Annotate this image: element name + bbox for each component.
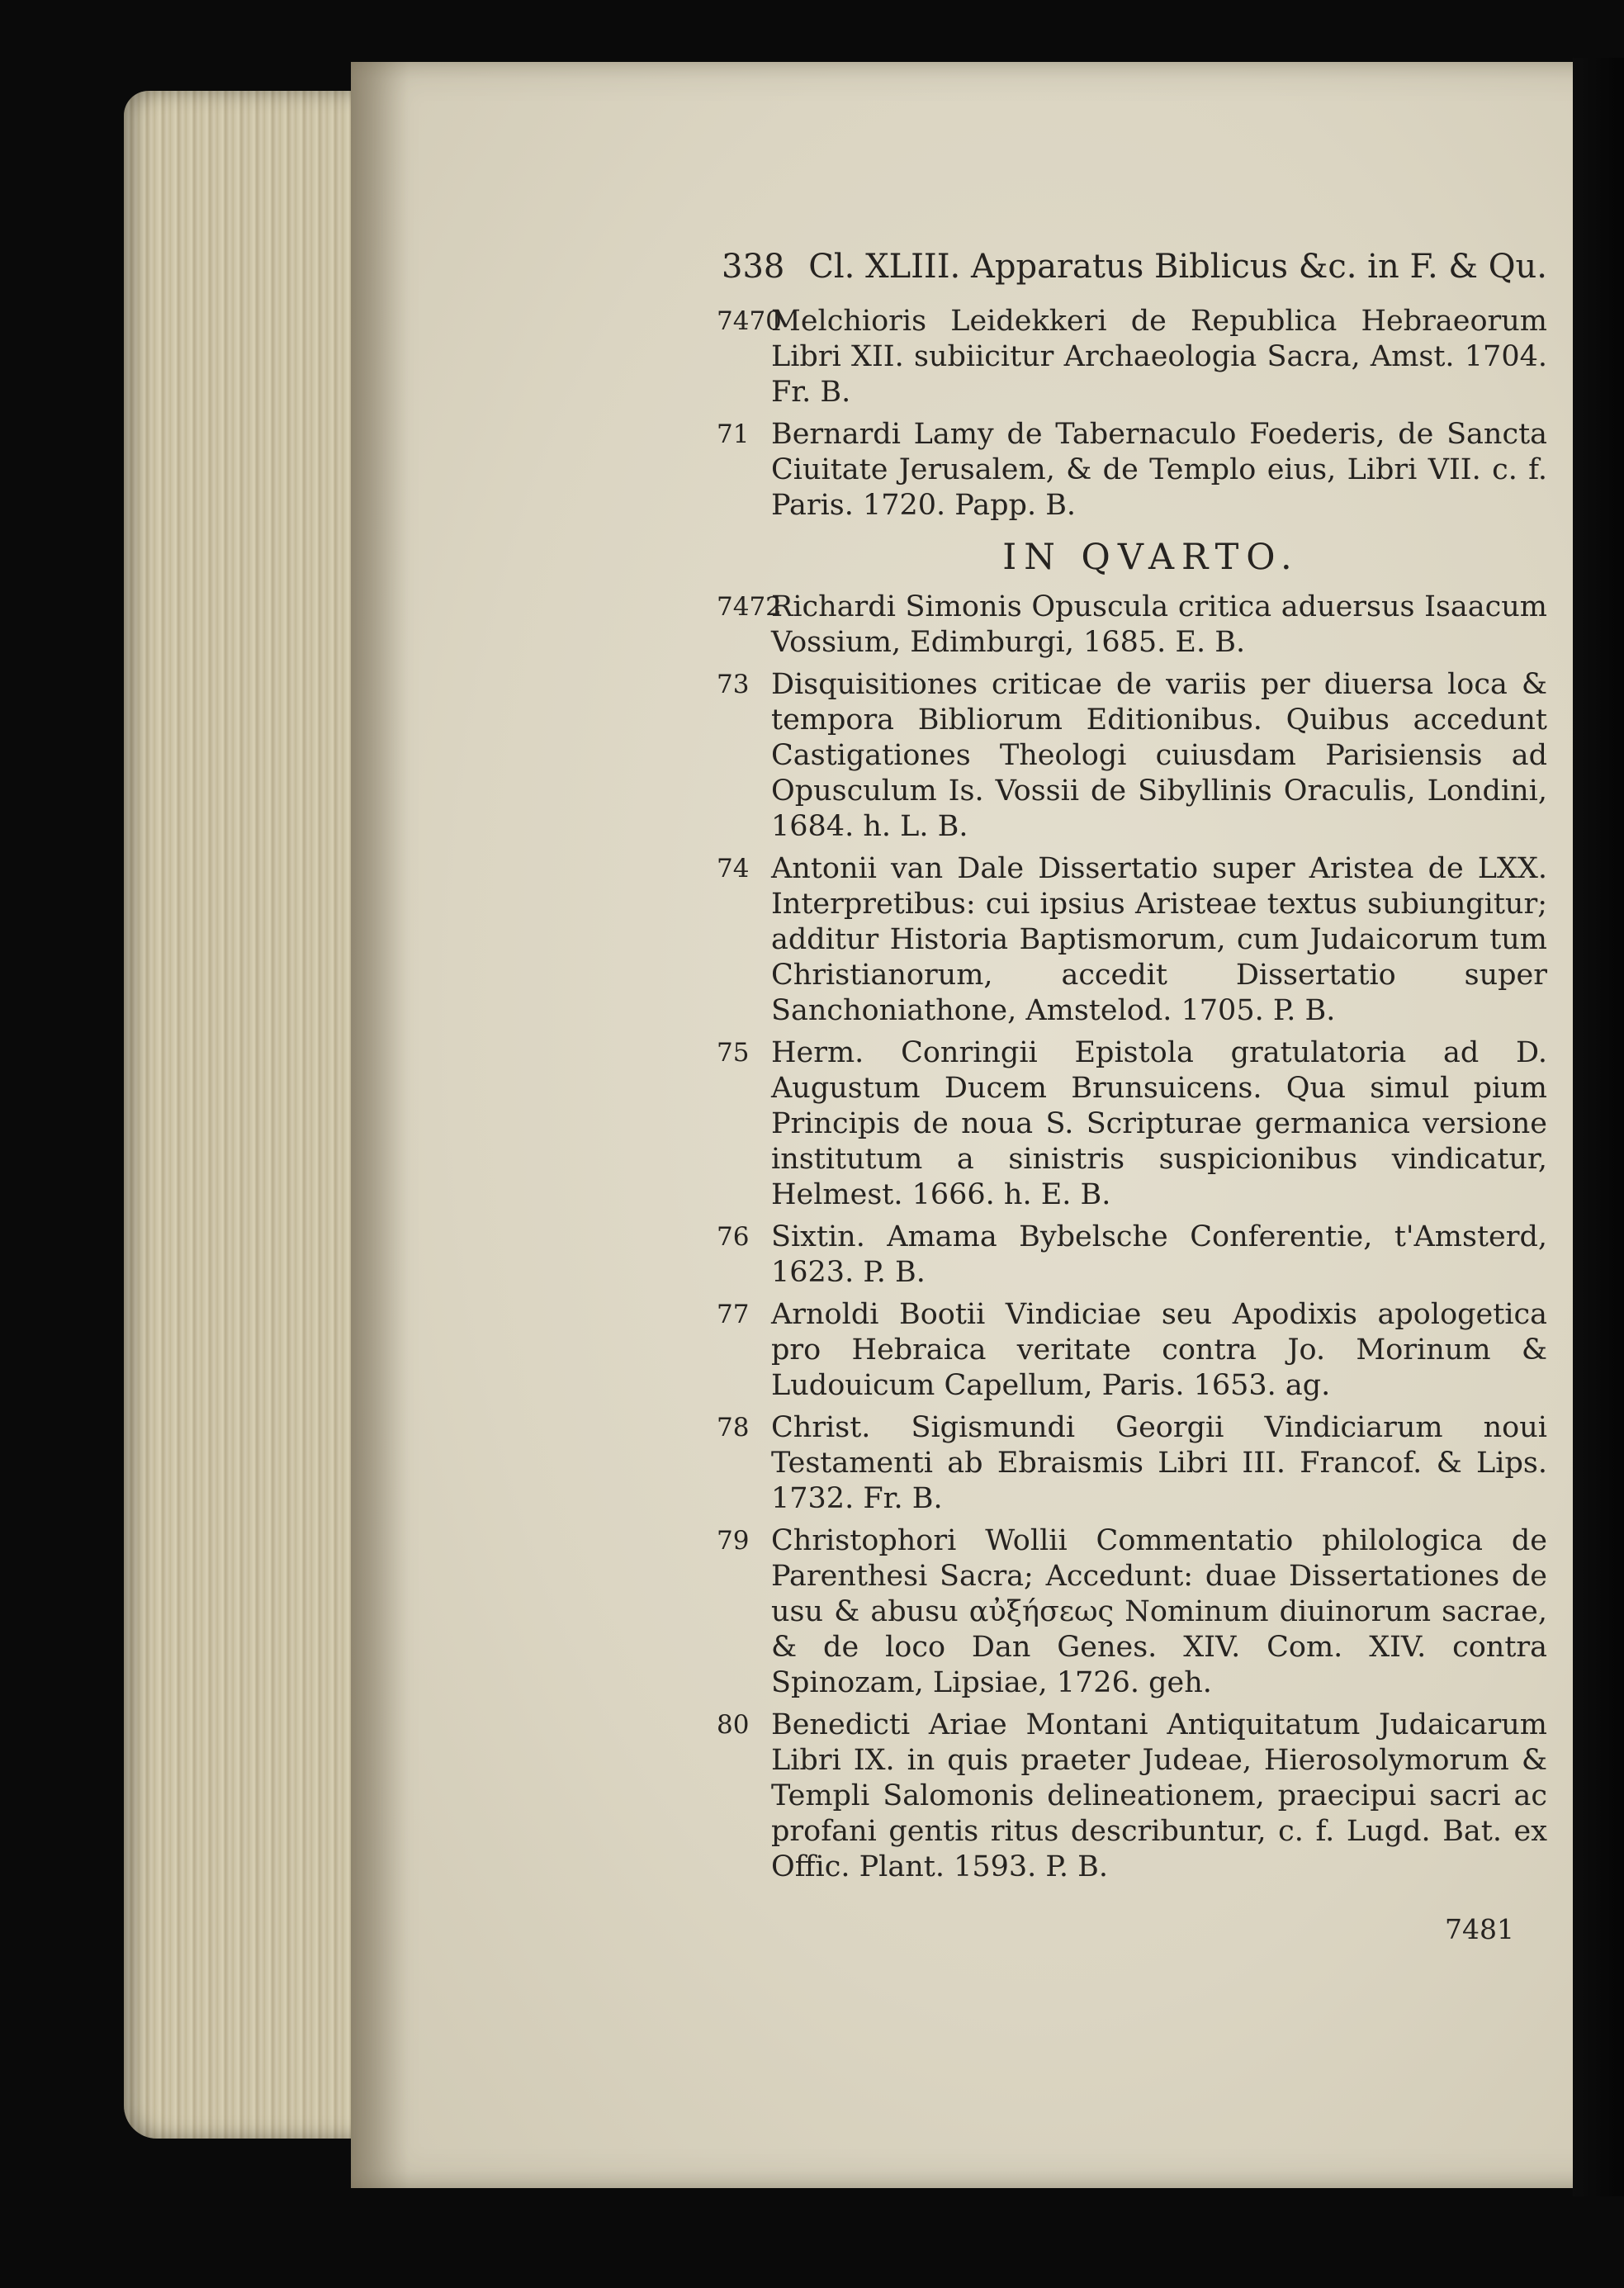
- running-header: [722, 248, 1547, 286]
- page-text: [717, 248, 1547, 1945]
- section-heading: IN QVARTO.: [1002, 537, 1300, 578]
- entry-number: 71: [717, 419, 750, 449]
- catalog-entry: [717, 1220, 1547, 1291]
- entry-number: 77: [717, 1300, 750, 1329]
- dark-background-edge: [1573, 58, 1624, 2196]
- entry-text: Antonii van Dale Dissertatio super Aristea de LXX. Interpretibus: cui ipsius Aristeae textus subiungitur; additur Historia Baptismorum, cum Judaicorum tum Christianorum, accedit Dissertatio super Sanchoniathone, Amstelod. 1705. P. B.: [771, 852, 1547, 1027]
- entry-number: 73: [717, 670, 750, 699]
- entry-number: 75: [717, 1038, 750, 1068]
- entry-text: Bernardi Lamy de Tabernaculo Foederis, de Sancta Ciuitate Jerusalem, & de Templo eius, Libri VII. c. f. Paris. 1720. Papp. B.: [771, 418, 1547, 522]
- running-title: Cl. XLIII. Apparatus Biblicus &c. in F. & Qu.: [808, 248, 1547, 286]
- catalog-entry: [717, 304, 1547, 410]
- entry-text: Sixtin. Amama Bybelsche Conferentie, t'Amsterd, 1623. P. B.: [771, 1220, 1547, 1289]
- catalog-entry: [717, 417, 1547, 523]
- catalog-entry: [717, 667, 1547, 845]
- page-edges: [124, 91, 388, 2139]
- catalog-entry: [717, 851, 1547, 1029]
- catalog-entry: [717, 1410, 1547, 1517]
- catalog-entry: [717, 1035, 1547, 1213]
- catalog-entry: [717, 590, 1547, 661]
- entry-number: 7470: [717, 306, 782, 336]
- catalog-entry: [717, 1708, 1547, 1885]
- entry-text: Herm. Conringii Epistola gratulatoria ad D. Augustum Ducem Brunsuicens. Qua simul pium Principis de noua S. Scripturae germanica versione institutum a sinistris suspicionibus vindicatur, Helmest. 1666. h. E. B.: [771, 1036, 1547, 1211]
- page-number: 338: [722, 248, 785, 286]
- entry-text: Christ. Sigismundi Georgii Vindiciarum noui Testamenti ab Ebraismis Libri III. Francof. & Lips. 1732. Fr. B.: [771, 1411, 1547, 1515]
- entry-number: 74: [717, 854, 750, 883]
- catalog-entry: [717, 1523, 1547, 1701]
- entry-text: Richardi Simonis Opuscula critica aduersus Isaacum Vossium, Edimburgi, 1685. E. B.: [771, 590, 1547, 659]
- page-gutter-shadow: [351, 62, 409, 2188]
- catalog-entry: [717, 1297, 1547, 1404]
- entry-number: 7472: [717, 592, 782, 622]
- entry-number: 79: [717, 1526, 750, 1556]
- entry-number: 80: [717, 1710, 750, 1740]
- entry-text: Arnoldi Bootii Vindiciae seu Apodixis apologetica pro Hebraica veritate contra Jo. Morinum & Ludouicum Capellum, Paris. 1653. ag.: [771, 1298, 1547, 1402]
- entry-text: Melchioris Leidekkeri de Republica Hebraeorum Libri XII. subiicitur Archaeologia Sacra, Amst. 1704. Fr. B.: [771, 305, 1547, 409]
- entry-text: Benedicti Ariae Montani Antiquitatum Judaicarum Libri IX. in quis praeter Judeae, Hierosolymorum & Templi Salomonis delineationem, praecipui sacri ac profani gentis ritus describuntur, c. f. Lugd. Bat. ex Offic. Plant. 1593. P. B.: [771, 1708, 1547, 1883]
- entry-number: 76: [717, 1222, 750, 1252]
- entry-text: Disquisitiones criticae de variis per diuersa loca & tempora Bibliorum Editionibus. Quibus accedunt Castigationes Theologi cuiusdam Parisiensis ad Opusculum Is. Vossii de Sibyllinis Oraculis, Londini, 1684. h. L. B.: [771, 668, 1547, 843]
- catchword: 7481: [1445, 1913, 1514, 1945]
- entry-text: Christophori Wollii Commentatio philologica de Parenthesi Sacra; Accedunt: duae Dissertationes de usu & abusu αὐξήσεως Nominum diuinorum sacrae, & de loco Dan Genes. XIV. Com. XIV. contra Spinozam, Lipsiae, 1726. geh.: [771, 1524, 1547, 1699]
- entry-number: 78: [717, 1413, 750, 1442]
